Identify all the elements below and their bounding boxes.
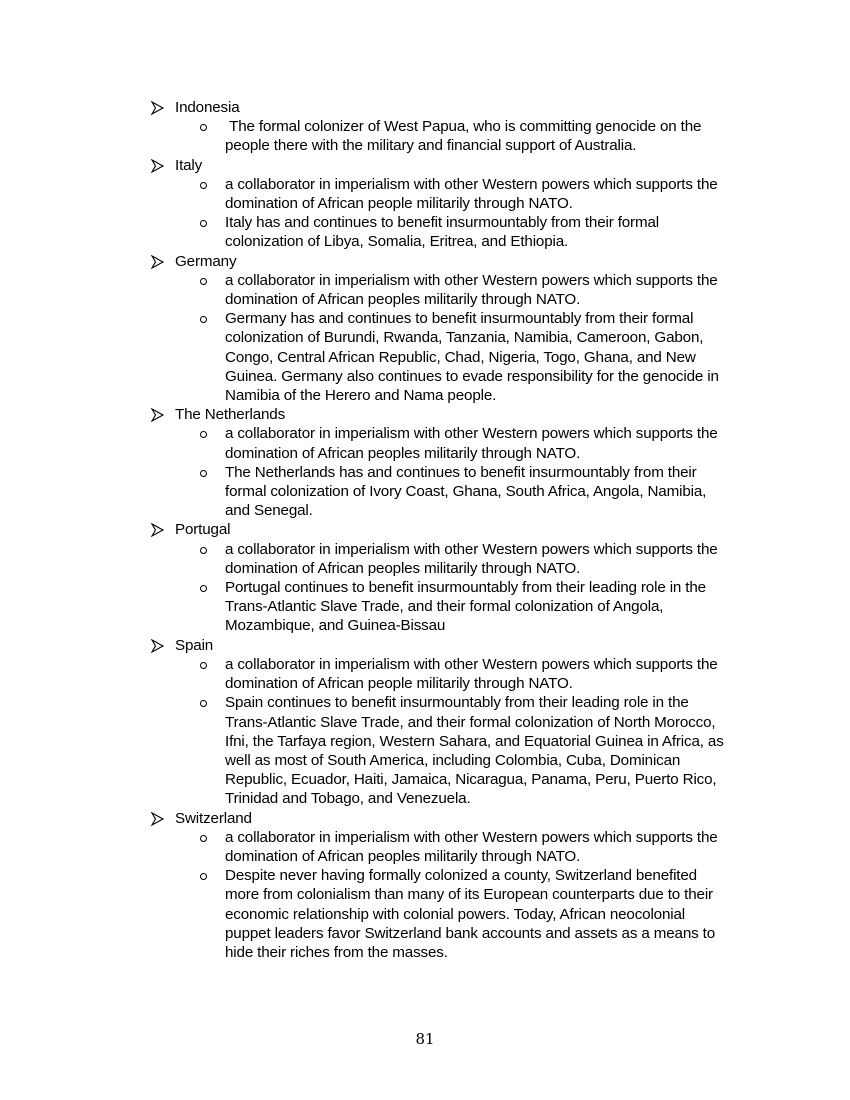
country-list: [150, 98, 730, 962]
country-item: [150, 405, 730, 520]
country-name: Germany: [175, 252, 237, 270]
point-item: [175, 693, 730, 808]
point-item: [175, 463, 730, 521]
point-item: [175, 828, 730, 866]
country-item: [150, 252, 730, 406]
hollow-circle-bullet-icon: [200, 278, 207, 285]
point-list: [175, 117, 730, 155]
point-text: a collaborator in imperialism with other Western powers which supports the domination of African people militarily through NATO.: [225, 655, 718, 693]
point-text: Portugal continues to benefit insurmountably from their leading role in the Trans-Atlantic Slave Trade, and their formal colonization of Angola, Mozambique, and Guinea-Bissau: [225, 579, 706, 635]
country-item: [150, 156, 730, 252]
point-list: [175, 655, 730, 809]
hollow-circle-bullet-icon: [200, 220, 207, 227]
point-text: a collaborator in imperialism with other Western powers which supports the domination of African peoples militarily through NATO.: [225, 271, 718, 309]
hollow-circle-bullet-icon: [200, 700, 207, 707]
arrowhead-bullet-icon: [151, 809, 165, 828]
point-item: [175, 117, 730, 155]
point-text: Italy has and continues to benefit insurmountably from their formal colonization of Libya, Somalia, Eritrea, and Ethiopia.: [225, 214, 659, 251]
country-item: [150, 520, 730, 635]
point-item: [175, 175, 730, 213]
arrowhead-bullet-icon: [151, 405, 165, 424]
point-text: The Netherlands has and continues to benefit insurmountably from their formal colonization of Ivory Coast, Ghana, South Africa, Angola, Namibia, and Senegal.: [225, 463, 707, 520]
country-item: [150, 636, 730, 809]
point-item: [175, 540, 730, 578]
country-name: Switzerland: [175, 809, 252, 827]
arrowhead-bullet-icon: [151, 252, 165, 271]
point-text: a collaborator in imperialism with other Western powers which supports the domination of African people militarily through NATO.: [225, 175, 718, 213]
point-text: a collaborator in imperialism with other Western powers which supports the domination of African peoples militarily through NATO.: [225, 540, 718, 577]
hollow-circle-bullet-icon: [200, 873, 207, 880]
point-text: Despite never having formally colonized a county, Switzerland benefited more from colonialism than many of its European counterparts due to their economic relationship with colonial powers. Today, African neocolonial puppet leaders favor Switzerland bank accounts and assets as a means to hide their riches from the masses.: [225, 867, 715, 961]
point-list: [175, 271, 730, 405]
point-item: [175, 578, 730, 636]
point-list: [175, 828, 730, 962]
country-name: Spain: [175, 636, 214, 654]
point-text: a collaborator in imperialism with other Western powers which supports the domination of African peoples militarily through NATO.: [225, 828, 718, 865]
hollow-circle-bullet-icon: [200, 547, 207, 554]
point-text: Germany has and continues to benefit insurmountably from their formal colonization of Burundi, Rwanda, Tanzania, Namibia, Cameroon, Gabon, Congo, Central African Republic, Chad, Nigeria, Togo, Ghana, and New Guinea. Germany also continues to evade responsibility for the genocide in Namibia of the Herero and Nama people.: [225, 310, 719, 405]
point-item: [175, 213, 730, 251]
hollow-circle-bullet-icon: [200, 182, 207, 189]
point-list: [175, 540, 730, 636]
hollow-circle-bullet-icon: [200, 316, 207, 323]
arrowhead-bullet-icon: [151, 156, 165, 175]
hollow-circle-bullet-icon: [200, 431, 207, 438]
point-item: [175, 655, 730, 693]
country-name: Portugal: [175, 521, 231, 539]
point-item: [175, 866, 730, 962]
country-name: Indonesia: [175, 99, 240, 116]
point-item: [175, 309, 730, 405]
point-text: The formal colonizer of West Papua, who is committing genocide on the people there with the military and financial support of Australia.: [225, 118, 706, 155]
hollow-circle-bullet-icon: [200, 124, 207, 131]
hollow-circle-bullet-icon: [200, 662, 207, 669]
country-item: [150, 809, 730, 963]
arrowhead-bullet-icon: [151, 98, 165, 117]
country-name: Italy: [175, 156, 203, 174]
arrowhead-bullet-icon: [151, 520, 165, 539]
hollow-circle-bullet-icon: [200, 835, 207, 842]
page-number: 81: [415, 1030, 435, 1048]
point-item: [175, 424, 730, 462]
hollow-circle-bullet-icon: [200, 585, 207, 592]
point-item: [175, 271, 730, 309]
point-text: Spain continues to benefit insurmountably from their leading role in the Trans-Atlantic Slave Trade, and their formal colonization of North Morocco, Ifni, the Tarfaya region, Western Sahara, and Equatorial Guinea in Africa, as well as most of South America, including Colombia, Cuba, Dominican Republic, Ecuador, Haiti, Jamaica, Nicaragua, Panama, Peru, Puerto Rico, Trinidad and Tobago, and Venezuela.: [225, 694, 724, 808]
country-item: [150, 98, 730, 156]
hollow-circle-bullet-icon: [200, 470, 207, 477]
point-text: a collaborator in imperialism with other Western powers which supports the domination of African peoples militarily through NATO.: [225, 425, 718, 462]
arrowhead-bullet-icon: [151, 636, 165, 655]
country-name: The Netherlands: [175, 406, 286, 424]
point-list: [175, 175, 730, 252]
point-list: [175, 424, 730, 520]
